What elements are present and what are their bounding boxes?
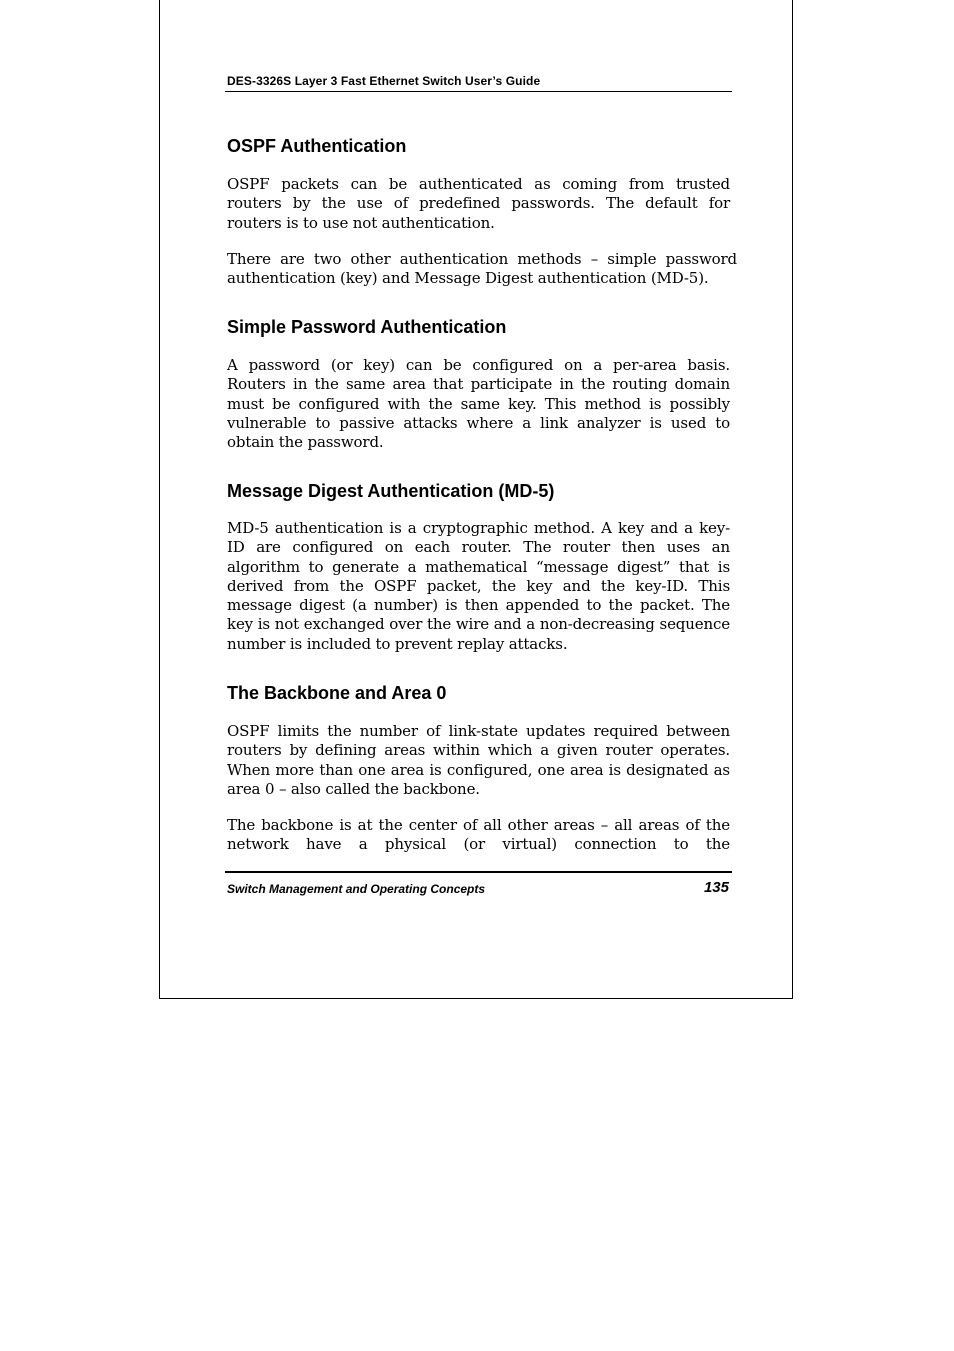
section-heading-ospf-authentication: OSPF Authentication (227, 136, 407, 156)
footer-page-number: 135 (703, 879, 729, 896)
paragraph-backbone-1: OSPF limits the number of link-state updates required between routers by defining areas within which a given router operates. When more than one area is configured, one area is designated as area 0 – also called the backbone. (227, 722, 730, 798)
footer-chapter-title: Switch Management and Operating Concepts (227, 882, 486, 896)
header-rule (225, 91, 732, 92)
paragraph-ospf-authentication-2: There are two other authentication methods – simple password authentication (key) and Message Digest authentication (MD-5). (227, 250, 737, 288)
paragraph-simple-password-1: A password (or key) can be configured on a per-area basis. Routers in the same area that participate in the routing domain must be configured with the same key. This method is possibly vulnerable to passive attacks where a link analyzer is used to obtain the password. (227, 356, 730, 452)
paragraph-ospf-authentication-1: OSPF packets can be authenticated as coming from trusted routers by the use of predefined passwords. The default for routers is to use not authentication. (227, 175, 730, 232)
footer-rule (225, 871, 732, 873)
section-heading-backbone: The Backbone and Area 0 (227, 683, 447, 703)
paragraph-md5-1: MD-5 authentication is a cryptographic method. A key and a key-ID are configured on each router. The router then uses an algorithm to generate a mathematical “message digest” that is derived from the OSPF packet, the key and the key-ID. This message digest (a number) is then appended to the packet. The key is not exchanged over the wire and a non-decreasing sequence number is included to prevent replay attacks. (227, 519, 730, 653)
section-heading-md5: Message Digest Authentication (MD-5) (227, 481, 555, 501)
section-heading-simple-password: Simple Password Authentication (227, 317, 507, 337)
paragraph-backbone-2: The backbone is at the center of all other areas – all areas of the network have a physical (or virtual) connection to the (227, 816, 730, 854)
running-header: DES-3326S Layer 3 Fast Ethernet Switch User’s Guide (227, 74, 541, 88)
